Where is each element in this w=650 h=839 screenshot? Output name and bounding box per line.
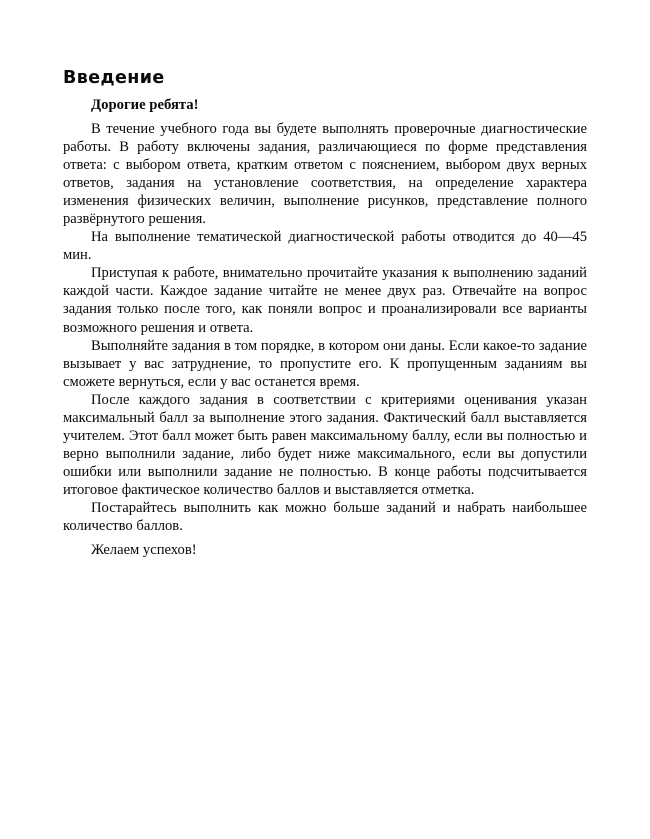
- page-title: Введение: [63, 67, 165, 88]
- salutation-heading: Дорогие ребята!: [91, 97, 199, 113]
- body-paragraph: Выполняйте задания в том порядке, в котором они даны. Если какое-то задание вызывает у вас затруднение, то пропустите его. К пропущенным заданиям вы сможете вернуться, если у вас останется время.: [63, 337, 587, 390]
- body-paragraph: После каждого задания в соответствии с критериями оценивания указан максимальный балл за выполнение этого задания. Фактический балл выставляется учителем. Этот балл может быть равен максимальному баллу, если вы полностью и верно выполнили задание, либо будет ниже максимального, если вы допустили ошибки или выполнили задание не полностью. В конце работы подсчитывается итоговое фактическое количество баллов и выставляется отметка.: [63, 391, 587, 498]
- body-paragraph: Приступая к работе, внимательно прочитайте указания к выполнению заданий каждой части. Каждое задание читайте не менее двух раз. Отвечайте на вопрос задания только после того, как поняли вопрос и проанализировали все варианты возможного решения и ответа.: [63, 265, 587, 336]
- closing-line: Желаем успехов!: [91, 542, 197, 559]
- body-text-column: [63, 96, 587, 559]
- body-paragraph: На выполнение тематической диагностической работы отводится до 40—45 мин.: [63, 229, 587, 264]
- body-paragraph: В течение учебного года вы будете выполнять проверочные диагностические работы. В работу включены задания, различающиеся по форме представления ответа: с выбором ответа, кратким ответом с пояснением, выбором двух верных ответов, задания на установление соответствия, на определение характера изменения физических величин, выполнение рисунков, представление полного развёрнутого решения.: [63, 121, 587, 228]
- body-paragraph: Постарайтесь выполнить как можно больше заданий и набрать наибольшее количество баллов.: [63, 499, 587, 535]
